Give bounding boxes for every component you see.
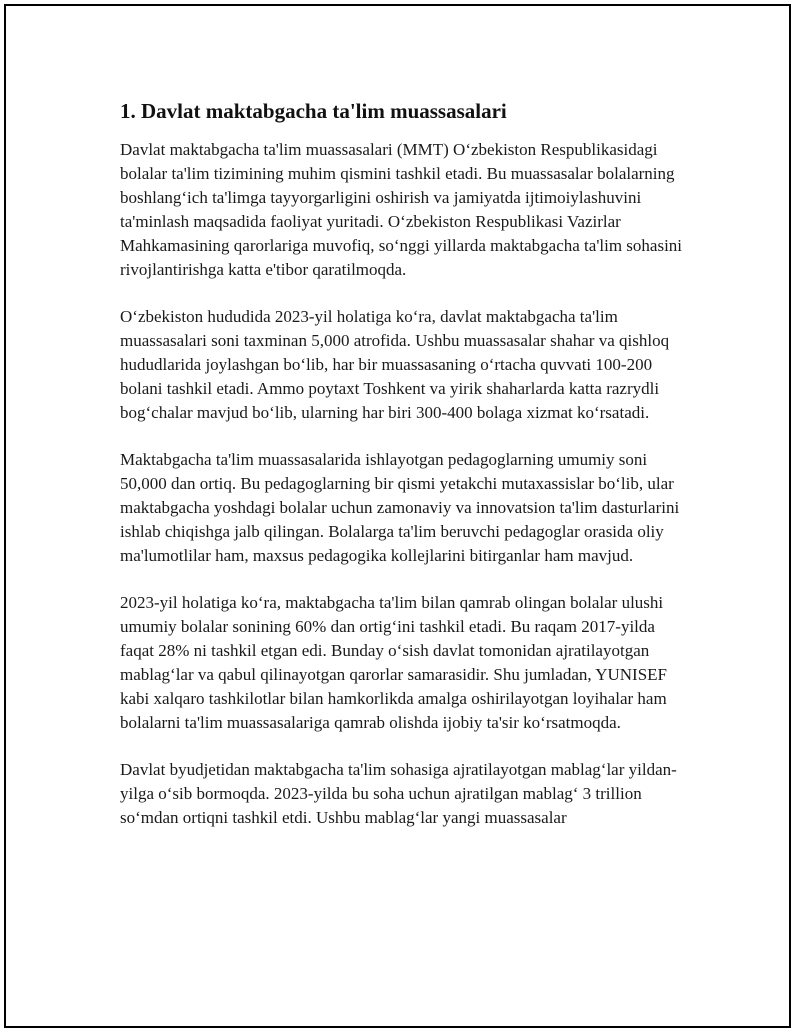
paragraph: Davlat maktabgacha ta'lim muassasalari (MMT) O‘zbekiston Respublikasidagi bolalar ta'lim tizimining muhim qismini tashkil etadi. Bu muassasalar bolalarning boshlang‘ich ta'limga tayyorgarligini oshirish va jamiyatda ijtimoiylashuvini ta'minlash maqsadida faoliyat yuritadi. O‘zbekiston Respublikasi Vazirlar Mahkamasining qarorlariga muvofiq, so‘nggi yillarda maktabgacha ta'lim sohasini rivojlantirishga katta e'tibor qaratilmoqda. <box>120 140 683 279</box>
document-body <box>120 98 692 853</box>
document-page <box>4 4 791 1028</box>
paragraph: Maktabgacha ta'lim muassasalarida ishlayotgan pedagoglarning umumiy soni 50,000 dan ortiq. Bu pedagoglarning bir qismi yetakchi mutaxassislar bo‘lib, ular maktabgacha yoshdagi bolalar uchun zamonaviy va innovatsion ta'lim dasturlarini ishlab chiqishga jalb qilingan. Bolalarga ta'lim beruvchi pedagoglar orasida oliy ma'lumotlilar ham, maxsus pedagogika kollejlarini bitirganlar ham mavjud. <box>120 450 680 565</box>
paragraph: O‘zbekiston hududida 2023-yil holatiga ko‘ra, davlat maktabgacha ta'lim muassasalari soni taxminan 5,000 atrofida. Ushbu muassasalar shahar va qishloq hududlarida joylashgan bo‘lib, har bir muassasaning o‘rtacha quvvati 100-200 bolani tashkil etadi. Ammo poytaxt Toshkent va yirik shaharlarda katta razrydli bog‘chalar mavjud bo‘lib, ularning har biri 300-400 bolaga xizmat ko‘rsatadi. <box>120 307 670 422</box>
section-heading: 1. Davlat maktabgacha ta'lim muassasalari <box>120 99 507 123</box>
paragraph: Davlat byudjetidan maktabgacha ta'lim sohasiga ajratilayotgan mablag‘lar yildan-yilga o‘sib bormoqda. 2023-yilda bu soha uchun ajratilgan mablag‘ 3 trillion so‘mdan ortiqni tashkil etdi. Ushbu mablag‘lar yangi muassasalar <box>120 760 677 827</box>
paragraph: 2023-yil holatiga ko‘ra, maktabgacha ta'lim bilan qamrab olingan bolalar ulushi umumiy bolalar sonining 60% dan ortig‘ini tashkil etadi. Bu raqam 2017-yilda faqat 28% ni tashkil etgan edi. Bunday o‘sish davlat tomonidan ajratilayotgan mablag‘lar va qabul qilinayotgan qarorlar samarasidir. Shu jumladan, YUNISEF kabi xalqaro tashkilotlar bilan hamkorlikda amalga oshirilayotgan loyihalar ham bolalarni ta'lim muassasalariga qamrab olishda ijobiy ta'sir ko‘rsatmoqda. <box>120 593 668 732</box>
